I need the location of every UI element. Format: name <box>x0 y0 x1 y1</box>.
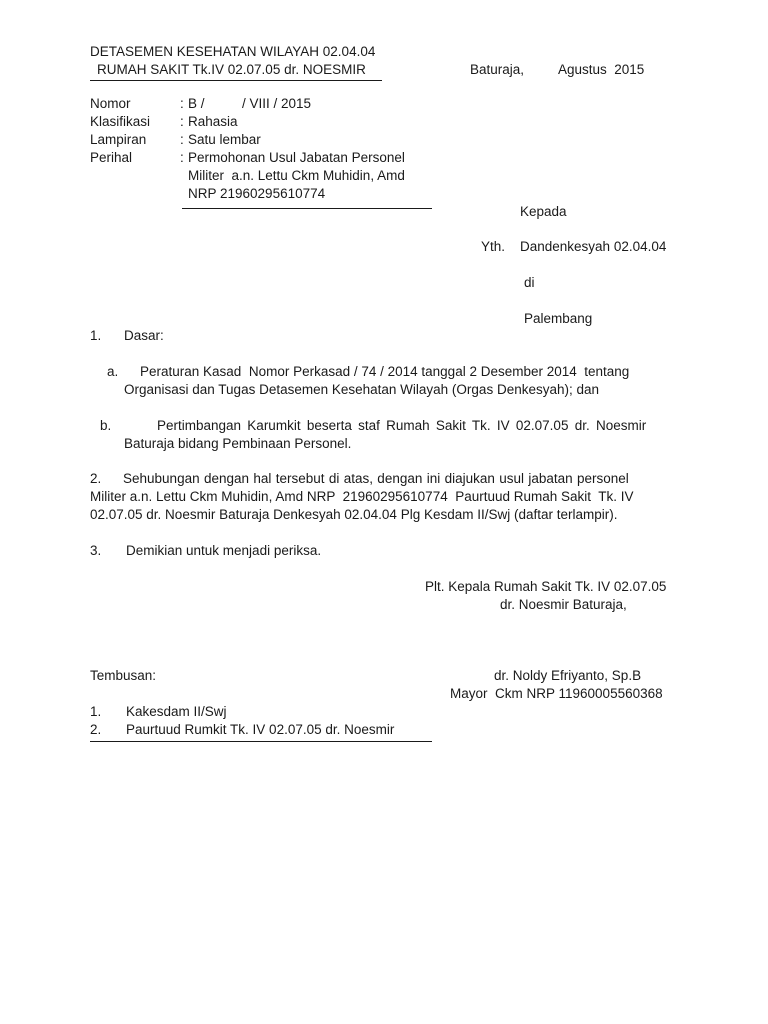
recipient-name: Dandenkesyah 02.04.04 <box>520 239 667 254</box>
tembusan-item-text: Paurtuud Rumkit Tk. IV 02.07.05 dr. Noesmir <box>126 722 395 737</box>
tembusan-underline <box>90 741 432 742</box>
signature-rank: Mayor Ckm NRP 11960005560368 <box>450 686 663 701</box>
org-line-1: DETASEMEN KESEHATAN WILAYAH 02.04.04 <box>90 44 376 59</box>
p2-line: 2. Sehubungan dengan hal tersebut di atas, dengan ini diajukan usul jabatan personel <box>90 471 629 486</box>
p1a-line: Peraturan Kasad Nomor Perkasad / 74 / 2014 tanggal 2 Desember 2014 tentang <box>140 364 630 379</box>
p2-line: 02.07.05 dr. Noesmir Baturaja Denkesyah 02.04.04 Plg Kesdam II/Swj (daftar terlampir). <box>90 507 618 522</box>
recipient-kepada: Kepada <box>520 204 567 219</box>
org-line-2: RUMAH SAKIT Tk.IV 02.07.05 dr. NOESMIR <box>97 62 366 77</box>
lampiran-value: Satu lembar <box>188 132 261 147</box>
lampiran-separator: : <box>180 132 184 147</box>
nomor-label: Nomor <box>90 96 131 111</box>
nomor-value: B / / VIII / 2015 <box>188 96 312 111</box>
p2-line: Militer a.n. Lettu Ckm Muhidin, Amd NRP 21960295610774 Paurtuud Rumah Sakit Tk. IV <box>90 489 634 504</box>
recipient-yth: Yth. <box>481 239 506 254</box>
p1a-line: Organisasi dan Tugas Detasemen Kesehatan Wilayah (Orgas Denkesyah); dan <box>124 382 600 397</box>
nomor-separator: : <box>180 96 184 111</box>
klasifikasi-label: Klasifikasi <box>90 114 151 129</box>
p1-number: 1. <box>90 328 102 343</box>
p1b-line: Baturaja bidang Pembinaan Personel. <box>124 436 352 451</box>
lampiran-label: Lampiran <box>90 132 147 147</box>
perihal-label: Perihal <box>90 150 133 165</box>
tembusan-item-text: Kakesdam II/Swj <box>126 704 227 719</box>
signature-title-line-1: Plt. Kepala Rumah Sakit Tk. IV 02.07.05 <box>425 579 667 594</box>
tembusan-item-number: 2. <box>90 722 102 737</box>
signature-title-line-2: dr. Noesmir Baturaja, <box>500 597 627 612</box>
perihal-value-line: NRP 21960295610774 <box>188 186 326 201</box>
p3-number: 3. <box>90 543 102 558</box>
perihal-separator: : <box>180 150 184 165</box>
perihal-value-line: Permohonan Usul Jabatan Personel <box>188 150 405 165</box>
klasifikasi-separator: : <box>180 114 184 129</box>
recipient-di: di <box>524 275 535 290</box>
letter-city: Baturaja, <box>470 62 525 77</box>
recipient-place: Palembang <box>524 311 593 326</box>
perihal-underline <box>182 208 432 209</box>
signature-name: dr. Noldy Efriyanto, Sp.B <box>494 668 642 683</box>
tembusan-item-number: 1. <box>90 704 102 719</box>
p1b-label: b. <box>100 418 112 433</box>
p1b-line: Pertimbangan Karumkit beserta staf Rumah Sakit Tk. IV 02.07.05 dr. Noesmir <box>157 418 647 433</box>
p1a-label: a. <box>107 364 119 379</box>
tembusan-label: Tembusan: <box>90 668 157 683</box>
p3-text: Demikian untuk menjadi periksa. <box>126 543 322 558</box>
header-underline <box>90 80 382 81</box>
p1-title: Dasar: <box>124 328 164 343</box>
perihal-value-line: Militer a.n. Lettu Ckm Muhidin, Amd <box>188 168 405 183</box>
letter-date: Agustus 2015 <box>558 62 645 77</box>
klasifikasi-value: Rahasia <box>188 114 238 129</box>
